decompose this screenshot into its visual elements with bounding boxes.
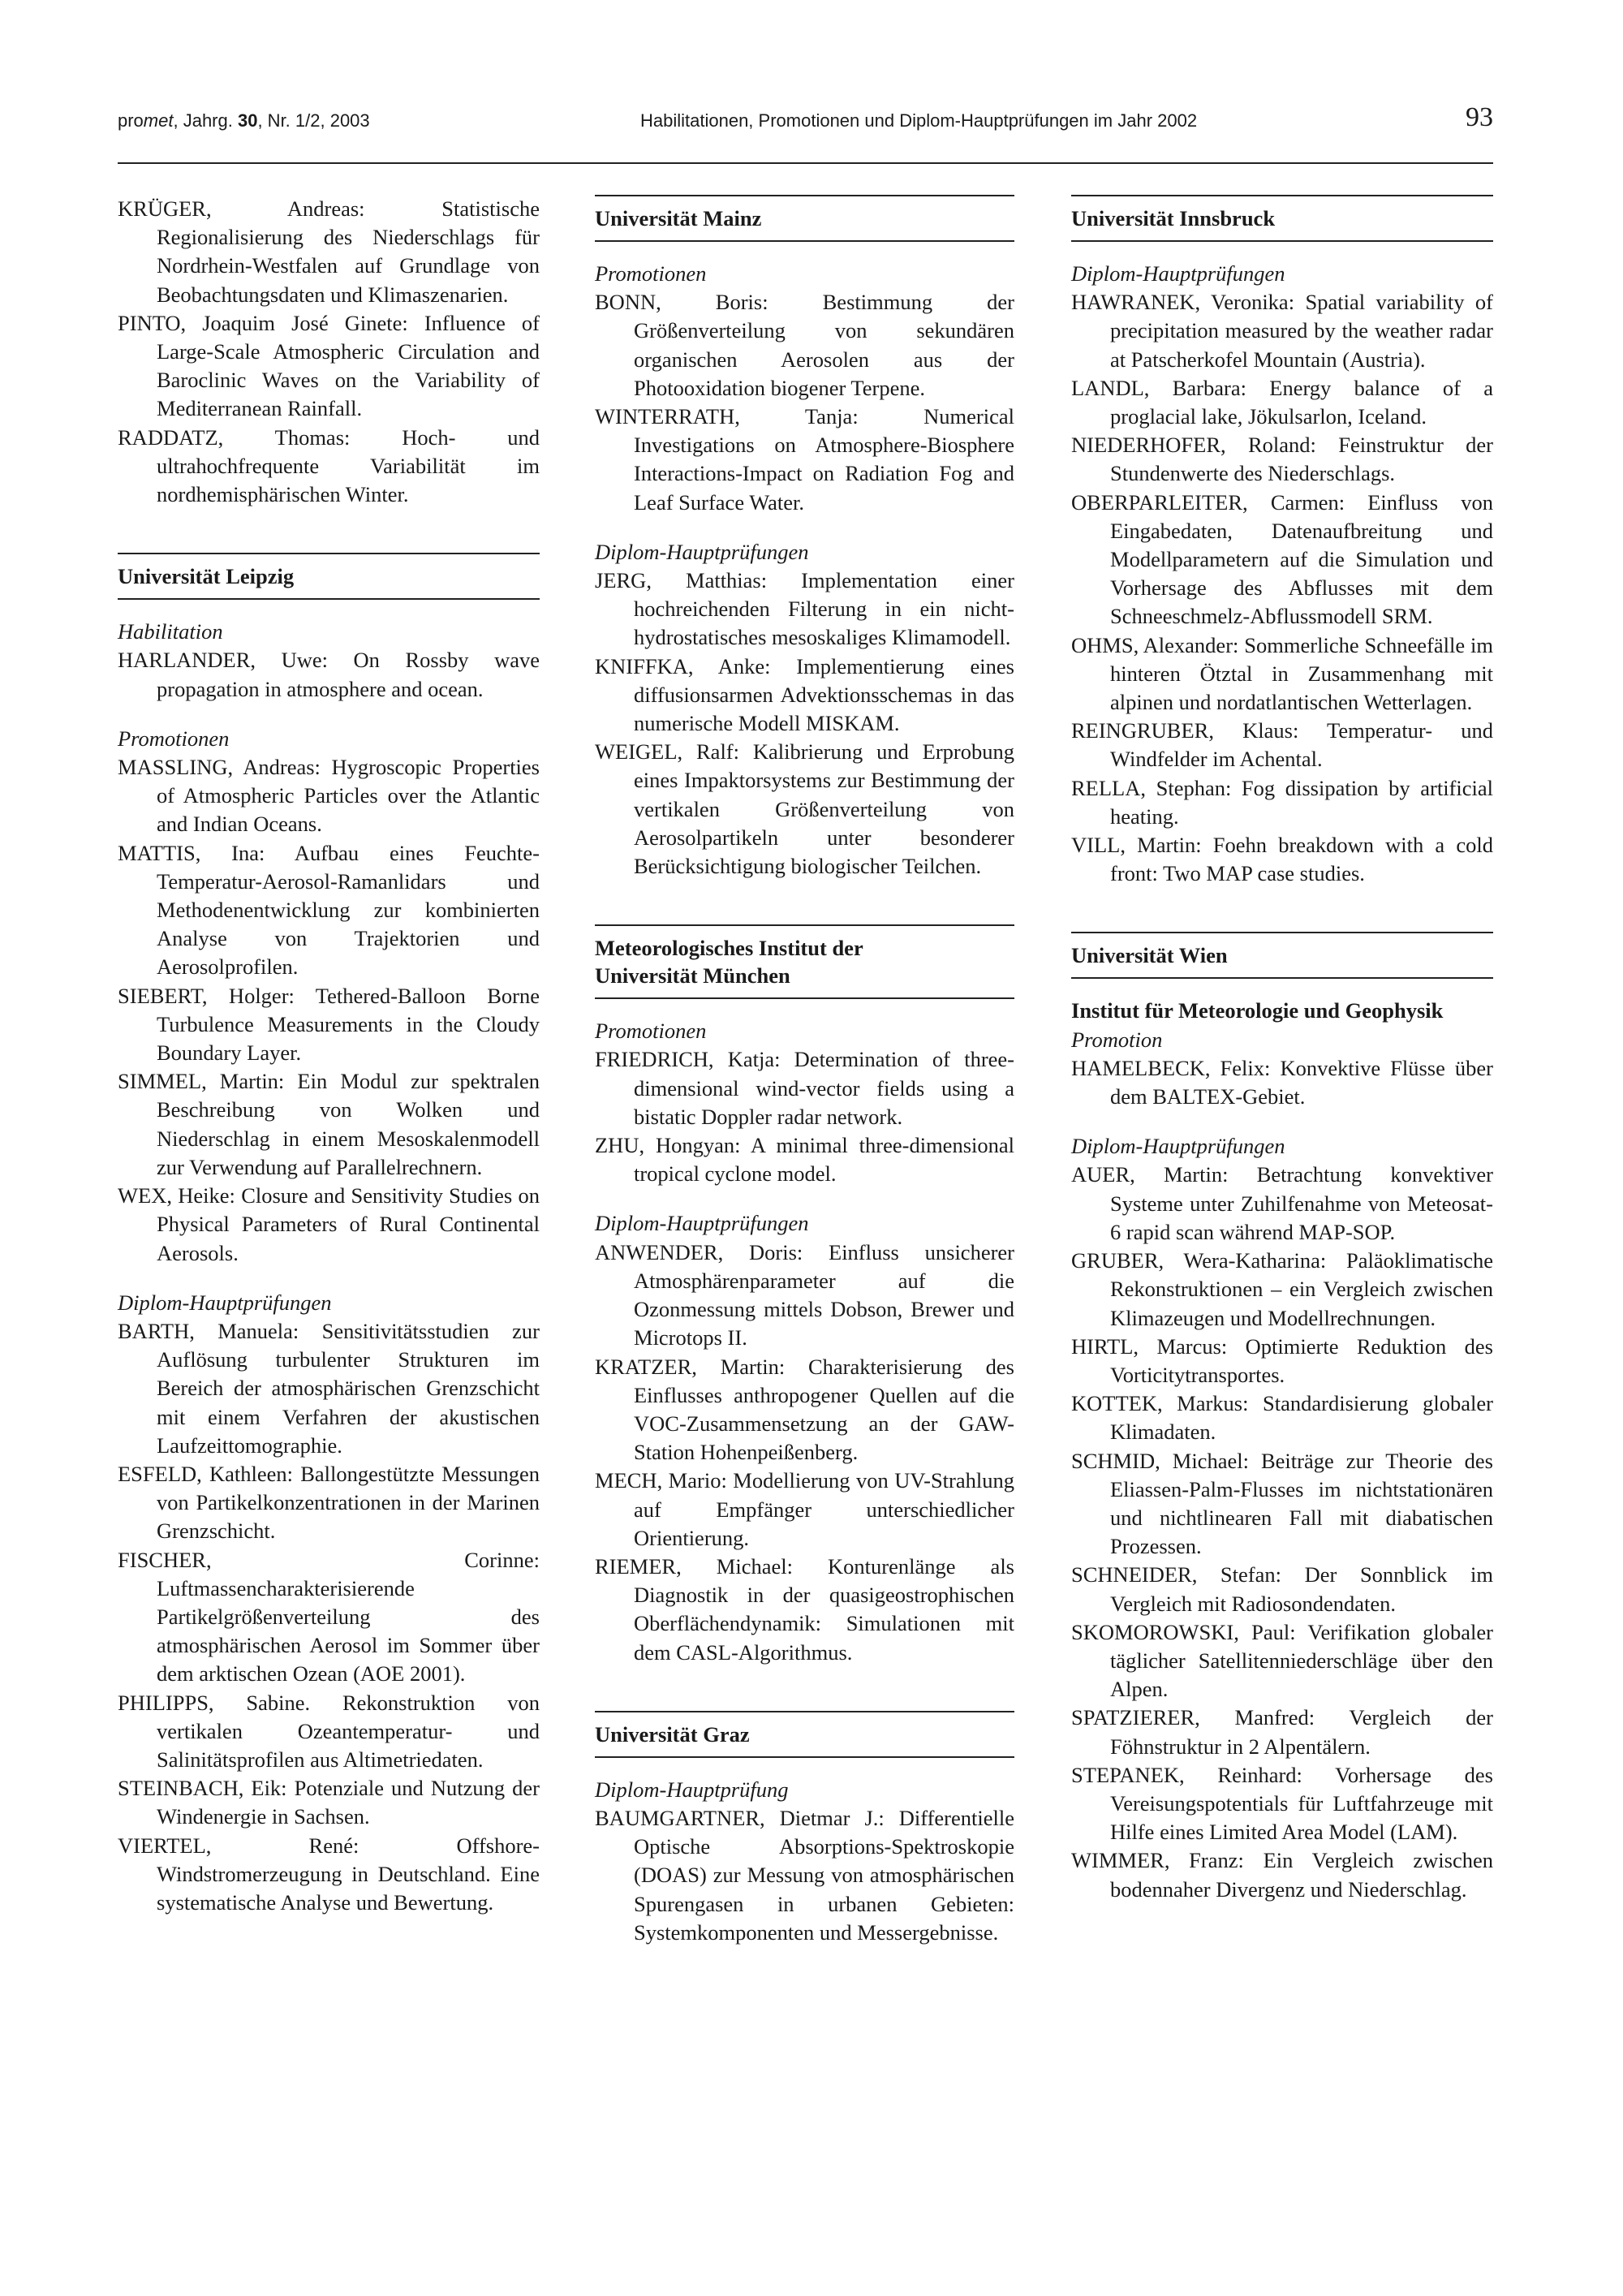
group-label: Diplom-Hauptprüfungen — [595, 539, 809, 564]
list-item: SIEBERT, Holger: Tethered-Balloon Borne Turbulence Measurements in the Cloudy Boundary Layer. — [118, 983, 540, 1066]
list-item: ZHU, Hongyan: A minimal three-dimensional tropical cyclone model. — [595, 1133, 1014, 1187]
section-title: Universität Innsbruck — [1071, 195, 1493, 242]
list-item: ANWENDER, Doris: Einfluss unsicherer Atmosphärenparameter auf die Ozonmessung mittels Dobson, Brewer und Microtops II. — [595, 1239, 1014, 1350]
list-item: BONN, Boris: Bestimmung der Größenverteilung von sekundären organischen Aerosolen aus der Photooxidation biogener Terpene. — [595, 290, 1014, 400]
list-item: WIMMER, Franz: Ein Vergleich zwischen bodennaher Divergenz und Niederschlag. — [1071, 1848, 1493, 1902]
list-item: HARLANDER, Uwe: On Rossby wave propagation in atmosphere and ocean. — [118, 648, 540, 701]
section-muenchen — [595, 924, 1014, 1666]
list-item: OHMS, Alexander: Sommerliche Schneefälle im hinteren Ötztal in Zusammenhang mit alpinen und nordatlantischen Wetterlagen. — [1071, 632, 1493, 715]
list-item: SCHNEIDER, Stefan: Der Sonnblick im Vergleich mit Radiosondendaten. — [1071, 1562, 1493, 1616]
list-item: RIEMER, Michael: Konturenlänge als Diagnostik in der quasigeostrophischen Oberflächendynamik: Simulationen mit dem CASL-Algorithmus. — [595, 1553, 1014, 1665]
list-item: SKOMOROWSKI, Paul: Verifikation globaler täglicher Satellitenniederschläge über den Alpen. — [1071, 1619, 1493, 1702]
section-title — [595, 924, 1014, 999]
list-item: PHILIPPS, Sabine. Rekonstruktion von vertikalen Ozeantemperatur- und Salinitätsprofilen aus Altimetriedaten. — [118, 1690, 540, 1772]
running-head — [118, 97, 1493, 164]
spacer — [595, 897, 1014, 924]
section-wien — [1071, 932, 1493, 1903]
list-item: KRATZER, Martin: Charakterisierung des Einflusses anthropogener Quellen auf die VOC-Zusammensetzung an der GAW-Station Hohenpeißenberg. — [595, 1354, 1014, 1465]
column-right — [1071, 195, 1493, 1920]
list-item: HAWRANEK, Veronika: Spatial variability of precipitation measured by the weather radar at Patscherkofel Mountain (Austria). — [1071, 290, 1493, 372]
list-item: SIMMEL, Martin: Ein Modul zur spektralen Beschreibung von Wolken und Niederschlag in einem Mesoskalenmodell zur Verwendung auf Parallelrechnern. — [118, 1069, 540, 1179]
group-label: Diplom-Hauptprüfungen — [1071, 261, 1285, 286]
group-label: Promotion — [1071, 1027, 1163, 1052]
group-label: Diplom-Hauptprüfung — [595, 1777, 789, 1802]
list-item: VIERTEL, René: Offshore-Windstromerzeugung in Deutschland. Eine systematische Analyse und Bewertung. — [118, 1833, 540, 1915]
list-item: WEX, Heike: Closure and Sensitivity Studies on Physical Parameters of Rural Continental Aerosols. — [118, 1183, 540, 1265]
list-item: KNIFFKA, Anke: Implementierung eines diffusionsarmen Advektionsschemas in das numerische Modell MISKAM. — [595, 653, 1014, 736]
list-item: SCHMID, Michael: Beiträge zur Theorie des Eliassen-Palm-Flusses im nichtstationären und nichtlinearen Fall mit diabatischen Prozessen. — [1071, 1448, 1493, 1559]
list-item: NIEDERHOFER, Roland: Feinstruktur der Stundenwerte des Niederschlags. — [1071, 433, 1493, 486]
column-middle — [595, 195, 1014, 1963]
group-label: Promotionen — [118, 726, 230, 751]
list-item: STEPANEK, Reinhard: Vorhersage des Vereisungspotentials für Luftfahrzeuge mit Hilfe eines Limited Area Model (LAM). — [1071, 1762, 1493, 1845]
list-item: REINGRUBER, Klaus: Temperatur- und Windfelder im Achental. — [1071, 718, 1493, 772]
section-leipzig — [118, 553, 540, 1917]
list-item: WEIGEL, Ralf: Kalibrierung und Erprobung eines Impaktorsystems zur Bestimmung der vertikalen Größenverteilung von Aerosolpartikeln unter besonderer Berücksichtigung biologischer Teilchen. — [595, 739, 1014, 879]
list-item: MATTIS, Ina: Aufbau eines Feuchte-Temperatur-Aerosol-Ramanlidars und Methodenentwicklung zur kombinierten Analyse von Trajektorien und Aerosolprofilen. — [118, 840, 540, 980]
list-item: BAUMGARTNER, Dietmar J.: Differentielle Optische Absorptions-Spektroskopie (DOAS) zur Messung von atmosphärischen Spurengasen in urbanen Gebieten: Systemkomponenten und Messergebnisse. — [595, 1805, 1014, 1945]
continued-entries — [118, 195, 540, 509]
section-title: Universität Leipzig — [118, 553, 540, 600]
list-item: RADDATZ, Thomas: Hoch- und ultrahochfrequente Variabilität im nordhemisphärischen Winter. — [118, 424, 540, 507]
running-title: Habilitationen, Promotionen und Diplom-Hauptprüfungen im Jahr 2002 — [640, 110, 1198, 131]
list-item: VILL, Martin: Foehn breakdown with a cold front: Two MAP case studies. — [1071, 833, 1493, 886]
list-item: OBERPARLEITER, Carmen: Einfluss von Eingabedaten, Datenaufbreitung und Modellparametern auf die Simulation und Vorhersage des Abflusses mit dem Schneeschmelz-Abflussmodell SRM. — [1071, 489, 1493, 629]
section-title: Universität Graz — [595, 1711, 1014, 1758]
list-item: RELLA, Stephan: Fog dissipation by artificial heating. — [1071, 775, 1493, 829]
section-title-line: Meteorologisches Institut der — [595, 936, 863, 961]
list-item: KRÜGER, Andreas: Statistische Regionalisierung des Niederschlags für Nordrhein-Westfalen auf Grundlage von Beobachtungsdaten und Klimaszenarien. — [118, 196, 540, 307]
group-label: Promotionen — [595, 261, 707, 286]
section-title: Universität Wien — [1071, 932, 1493, 979]
page-number: 93 — [1466, 102, 1493, 132]
spacer — [118, 525, 540, 553]
section-graz — [595, 1711, 1014, 1947]
list-item: LANDL, Barbara: Energy balance of a proglacial lake, Jökulsarlon, Iceland. — [1071, 375, 1493, 429]
section-mainz — [595, 195, 1014, 881]
list-item: AUER, Martin: Betrachtung konvektiver Systeme unter Zuhilfenahme von Meteosat-6 rapid scan während MAP-SOP. — [1071, 1162, 1493, 1244]
section-innsbruck — [1071, 195, 1493, 888]
spacer — [1071, 904, 1493, 932]
group-label: Diplom-Hauptprüfungen — [118, 1290, 332, 1315]
list-item: FISCHER, Corinne: Luftmassencharakterisierende Partikelgrößenverteilung des atmosphärischen Aerosol im Sommer über dem arktischen Ozean (AOE 2001). — [118, 1547, 540, 1686]
spacer — [595, 1683, 1014, 1711]
list-item: MECH, Mario: Modellierung von UV-Strahlung auf Empfänger unterschiedlicher Orientierung. — [595, 1468, 1014, 1550]
list-item: SPATZIERER, Manfred: Vergleich der Föhnstruktur in 2 Alpentälern. — [1071, 1705, 1493, 1759]
list-item: PINTO, Joaquim José Ginete: Influence of Large-Scale Atmospheric Circulation and Baroclinic Waves on the Variability of Mediterranean Rainfall. — [118, 310, 540, 421]
list-item: ESFELD, Kathleen: Ballongestützte Messungen von Partikelkonzentrationen in der Marinen Grenzschicht. — [118, 1461, 540, 1544]
group-label: Diplom-Hauptprüfungen — [595, 1211, 809, 1236]
list-item: GRUBER, Wera-Katharina: Paläoklimatische Rekonstruktionen – ein Vergleich zwischen Klimazeugen und Modellrechnungen. — [1071, 1248, 1493, 1330]
list-item: HAMELBECK, Felix: Konvektive Flüsse über dem BALTEX-Gebiet. — [1071, 1055, 1493, 1109]
section-title: Universität Mainz — [595, 195, 1014, 242]
list-item: STEINBACH, Eik: Potenziale und Nutzung der Windenergie in Sachsen. — [118, 1776, 540, 1829]
group-label: Diplom-Hauptprüfungen — [1071, 1134, 1285, 1159]
list-item: KOTTEK, Markus: Standardisierung globaler Klimadaten. — [1071, 1391, 1493, 1445]
journal-name-italic: met — [143, 110, 174, 131]
column-left — [118, 195, 540, 1933]
institute-title: Institut für Meteorologie und Geophysik — [1071, 998, 1444, 1023]
list-item: FRIEDRICH, Katja: Determination of three-dimensional wind-vector fields using a bistatic Doppler radar network. — [595, 1047, 1014, 1129]
list-item: WINTERRATH, Tanja: Numerical Investigations on Atmosphere-Biosphere Interactions-Impact on Radiation Fog and Leaf Surface Water. — [595, 404, 1014, 515]
section-title-line: Universität München — [595, 963, 790, 989]
list-item: BARTH, Manuela: Sensitivitätsstudien zur Auflösung turbulenter Strukturen im Bereich der atmosphärischen Grenzschicht mit einem Verfahren der akustischen Laufzeittomographie. — [118, 1318, 540, 1458]
list-item: HIRTL, Marcus: Optimierte Reduktion des Vorticitytransportes. — [1071, 1333, 1493, 1387]
volume-number: 30 — [237, 110, 258, 131]
journal-citation: promet, Jahrg. 30, Nr. 1/2, 2003 — [118, 110, 370, 131]
list-item: MASSLING, Andreas: Hygroscopic Properties of Atmospheric Particles over the Atlantic and Indian Oceans. — [118, 755, 540, 837]
list-item: JERG, Matthias: Implementation einer hochreichenden Filterung in ein nicht-hydrostatisches mesoskaliges Klimamodell. — [595, 568, 1014, 650]
group-label: Habilitation — [118, 619, 223, 644]
group-label: Promotionen — [595, 1019, 707, 1044]
